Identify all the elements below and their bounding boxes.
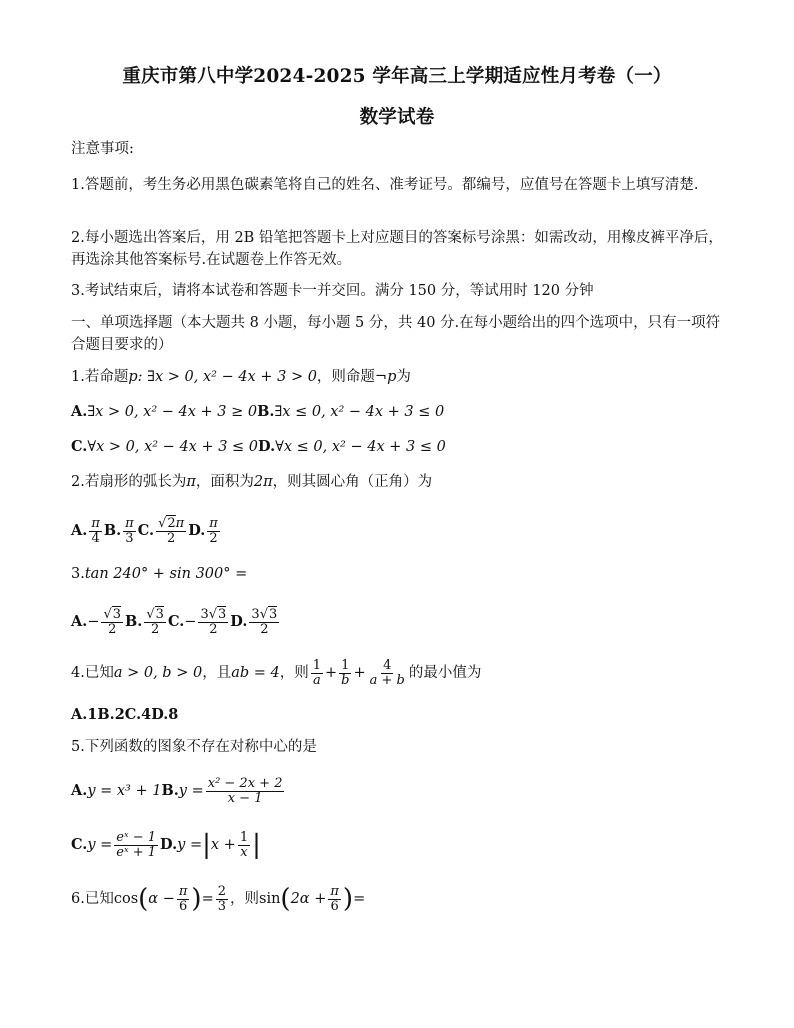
- section-heading: 一、单项选择题（本大题共 8 小题，每小题 5 分，共 40 分.在每小题给出的四个选项中，只有一项符合题目要求的）: [71, 315, 721, 353]
- option-d-fraction: $\frac{\pi}{2}$: [209, 515, 218, 546]
- option-b-fraction: $\frac{\text{x² − 2x + 2}}{x - 1}$: [207, 775, 283, 806]
- option-c-fraction: $\frac{\text{eˣ − 1}}{\text{eˣ + 1}}$: [116, 829, 157, 860]
- pi-over-6-fraction: $\frac{\pi}{6}$: [178, 883, 188, 914]
- option-d-fraction: $\frac{1}{x}$: [239, 829, 249, 860]
- question-5-options-cd: C.y = $\frac{\text{eˣ − 1}}{\text{eˣ + 1}}$ D.y =|x + $\frac{1}{x}$ |: [71, 829, 261, 860]
- notice-heading: 注意事项:: [71, 141, 134, 157]
- option-b-fraction: $\frac{√3}{2}$: [146, 606, 164, 637]
- question-4-options: A.1B.2C.4D.8: [71, 706, 179, 723]
- question-3-options: A.− $\frac{√3}{2}$ B. $\frac{√3}{2}$ C.− $\frac{3√3}{2}$ D. $\frac{3√3}{2}$: [71, 606, 278, 637]
- fraction-1-over-b: $\frac{1}{b}$: [341, 657, 350, 688]
- question-5-stem: 5.下列函数的图象不存在对称中心的是: [71, 739, 317, 755]
- question-1-stem: 1.若命题p: ∃x > 0, x² − 4x + 3 > 0，则命题¬p为: [71, 369, 411, 385]
- question-2-options: A. $\frac{\pi}{4}$ B. $\frac{\pi}{3}$ C. $\frac{√2\pi}{2}$ D. $\frac{\pi}{2}$: [71, 515, 218, 546]
- question-1-options-ab: A.∃x > 0, x² − 4x + 3 ≥ 0B.∃x ≤ 0, x² − 4x + 3 ≤ 0: [71, 403, 445, 420]
- fraction-1-over-a: $\frac{1}{a}$: [312, 657, 321, 688]
- question-5-options-ab: A.y = x³ + 1B.y = $\frac{\text{x² − 2x + 2}}{x - 1}$: [71, 775, 283, 806]
- option-a-fraction: $\frac{√3}{2}$: [103, 606, 122, 637]
- option-a-fraction: $\frac{\pi}{4}$: [91, 515, 100, 546]
- exam-subtitle: 数学试卷: [359, 107, 435, 128]
- question-3-stem: 3.tan 240° + sin 300° =: [71, 566, 248, 582]
- two-thirds-fraction: $\frac{2}{3}$: [217, 883, 226, 914]
- notice-item-3: 3.考试结束后，请将本试卷和答题卡一并交回。满分 150 分，等试用时 120 分钟: [71, 283, 594, 299]
- question-4-stem: 4.已知a > 0, b > 0，且ab = 4，则 $\frac{1}{a}$ + $\frac{1}{b}$ + $\frac{4}{a + b}$ 的最小值为: [71, 657, 482, 688]
- question-2-stem: 2.若扇形的弧长为π，面积为2π，则其圆心角（正角）为: [71, 474, 433, 490]
- notice-item-1: 1.答题前，考生务必用黑色碳素笔将自己的姓名、准考证号。都编号，应值号在答题卡上填写清楚.: [71, 177, 699, 193]
- pi-over-6-fraction: $\frac{\pi}{6}$: [330, 883, 339, 914]
- option-c-fraction: $\frac{√2\pi}{2}$: [158, 515, 185, 546]
- option-c-fraction: $\frac{3√3}{2}$: [200, 606, 227, 637]
- exam-title: 重庆市第八中学2024-2025 学年高三上学期适应性月考卷（一）: [122, 66, 672, 87]
- option-b-fraction: $\frac{\pi}{3}$: [125, 515, 134, 546]
- question-6-stem: 6.已知cos(α − $\frac{\pi}{6}$ )= $\frac{2}{3}$ ，则sin(2α + $\frac{\pi}{6}$ )=: [71, 883, 366, 914]
- notice-item-2: 2.每小题选出答案后，用 2B 铅笔把答题卡上对应题目的答案标号涂黑：如需改动，用橡皮裤平净后，再选涂其他答案标号.在试题卷上作答无效。: [71, 230, 723, 268]
- option-d-fraction: $\frac{3√3}{2}$: [251, 606, 278, 637]
- fraction-4-over-a-plus-b: $\frac{4}{a + b}$: [369, 657, 405, 688]
- question-1-options-cd: C.∀x > 0, x² − 4x + 3 ≤ 0D.∀x ≤ 0, x² − 4x + 3 ≤ 0: [71, 438, 446, 455]
